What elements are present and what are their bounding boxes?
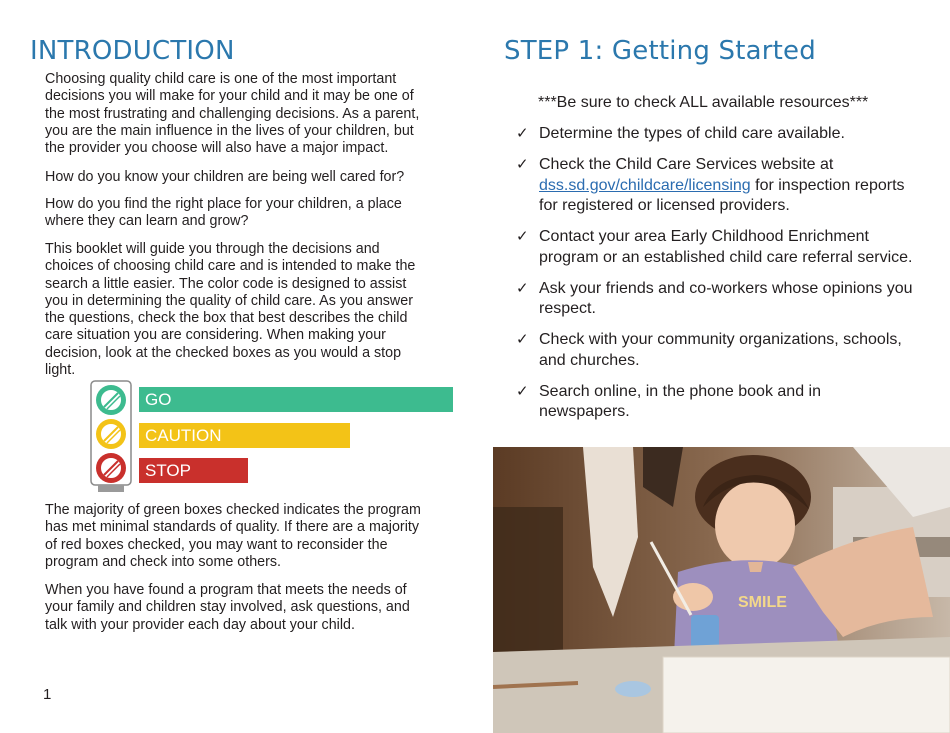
page-number: 1	[43, 686, 52, 703]
shirt-text: SMILE	[738, 594, 787, 611]
go-legend-bar: GO	[139, 387, 453, 412]
checklist-item	[516, 227, 916, 268]
checklist-item	[516, 155, 916, 217]
checklist-item	[516, 124, 916, 145]
licensing-link[interactable]: dss.sd.gov/childcare/licensing	[539, 176, 751, 194]
check-icon: ✓	[516, 156, 529, 173]
checklist-item-text: Determine the types of child care available.	[539, 125, 845, 142]
checklist-item	[516, 279, 916, 320]
checklist	[516, 124, 916, 433]
intro-paragraph-5: The majority of green boxes checked indicates the program has met minimal standards of quality. If there are a majority of red boxes checked, you may want to reconsider the program and check into some others.	[45, 502, 421, 570]
checklist-item	[516, 330, 916, 371]
child-painting-photo	[493, 447, 950, 733]
check-icon: ✓	[516, 279, 529, 297]
stop-legend-bar: STOP	[139, 458, 248, 483]
checklist-item-text: Search online, in the phone book and in newspapers.	[539, 382, 821, 420]
checklist-item-text: Check the Child Care Services website at	[539, 156, 834, 173]
caution-legend-bar: CAUTION	[139, 423, 350, 448]
checklist-item-text: for inspection reports for registered or licensed providers.	[539, 176, 905, 214]
checklist-item-text: Ask your friends and co-workers whose opinions you respect.	[539, 279, 913, 317]
checklist-item-text: Check with your community organizations, schools, and churches.	[539, 331, 902, 369]
intro-paragraph-1: Choosing quality child care is one of the most important decisions you will make for your child and it may be one of the most frustrating and challenging decisions. As a parent, you are the main influence in the lives of your children, but the provider you choose will also have a major impact.	[45, 71, 420, 157]
intro-paragraph-4: This booklet will guide you through the decisions and choices of choosing child care and is intended to make the search a little easier. The color code is designed to assist you in determining the quality of child care. As you answer the questions, check the box that best describes the child care situation you are considering. When making your decision, look at the checked boxes as you would a stop light.	[45, 241, 416, 379]
checklist-item-text: Contact your area Early Childhood Enrichment program or an established child care referral service.	[539, 228, 913, 266]
traffic-light-icon	[90, 380, 132, 493]
resources-note: ***Be sure to check ALL available resources***	[538, 94, 869, 111]
check-icon: ✓	[516, 228, 529, 245]
step-heading: STEP 1: Getting Started	[504, 36, 816, 66]
intro-paragraph-3: How do you find the right place for your children, a place where they can learn and grow?	[45, 196, 402, 230]
intro-heading: INTRODUCTION	[30, 36, 235, 66]
check-icon: ✓	[516, 125, 529, 142]
intro-paragraph-2: How do you know your children are being well cared for?	[45, 169, 405, 185]
check-icon: ✓	[516, 331, 529, 348]
intro-paragraph-6: When you have found a program that meets the needs of your family and children stay involved, ask questions, and talk with your provider each day about your child.	[45, 582, 410, 633]
check-icon: ✓	[516, 382, 529, 400]
checklist-item	[516, 382, 916, 423]
